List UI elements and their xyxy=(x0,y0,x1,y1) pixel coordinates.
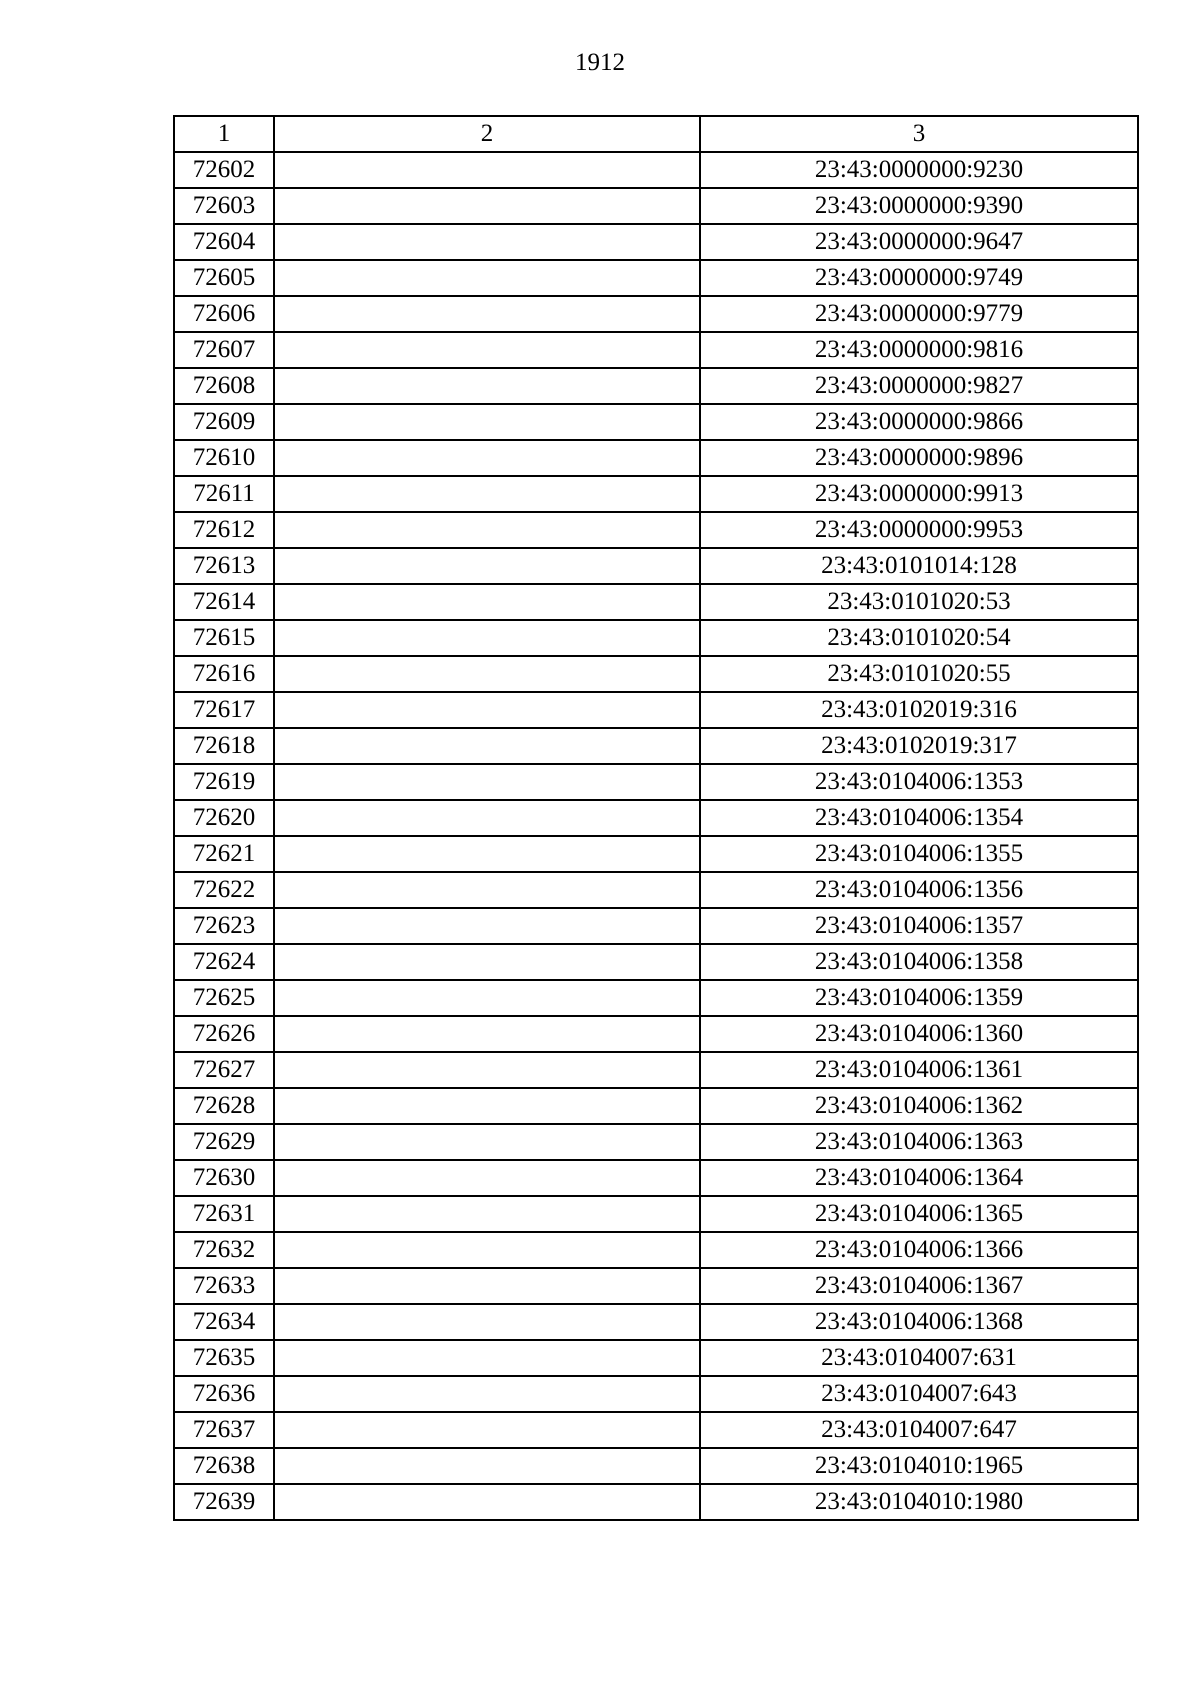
row-empty-cell xyxy=(274,620,700,656)
row-number-cell: 72614 xyxy=(174,584,274,620)
row-empty-cell xyxy=(274,584,700,620)
table-row xyxy=(174,224,1138,260)
cadastral-number-cell: 23:43:0104006:1368 xyxy=(700,1304,1138,1340)
row-number-cell: 72629 xyxy=(174,1124,274,1160)
row-empty-cell xyxy=(274,1052,700,1088)
row-empty-cell xyxy=(274,404,700,440)
row-empty-cell xyxy=(274,764,700,800)
cadastral-number-cell: 23:43:0104006:1359 xyxy=(700,980,1138,1016)
table-row xyxy=(174,296,1138,332)
row-number-cell: 72616 xyxy=(174,656,274,692)
row-empty-cell xyxy=(274,224,700,260)
table-header xyxy=(174,116,1138,152)
cadastral-number-cell: 23:43:0101020:53 xyxy=(700,584,1138,620)
row-empty-cell xyxy=(274,728,700,764)
cadastral-number-cell: 23:43:0104006:1362 xyxy=(700,1088,1138,1124)
cadastral-number-cell: 23:43:0104010:1980 xyxy=(700,1484,1138,1520)
row-empty-cell xyxy=(274,332,700,368)
table-row xyxy=(174,332,1138,368)
table-row xyxy=(174,1052,1138,1088)
row-number-cell: 72633 xyxy=(174,1268,274,1304)
table-row xyxy=(174,1412,1138,1448)
row-number-cell: 72632 xyxy=(174,1232,274,1268)
cadastral-number-cell: 23:43:0000000:9779 xyxy=(700,296,1138,332)
row-empty-cell xyxy=(274,440,700,476)
cadastral-number-cell: 23:43:0104006:1360 xyxy=(700,1016,1138,1052)
row-empty-cell xyxy=(274,152,700,188)
table-row xyxy=(174,404,1138,440)
table-row xyxy=(174,152,1138,188)
cadastral-number-cell: 23:43:0000000:9896 xyxy=(700,440,1138,476)
row-empty-cell xyxy=(274,800,700,836)
table-body xyxy=(174,152,1138,1520)
row-empty-cell xyxy=(274,1412,700,1448)
row-empty-cell xyxy=(274,980,700,1016)
row-empty-cell xyxy=(274,260,700,296)
cadastral-number-cell: 23:43:0104006:1367 xyxy=(700,1268,1138,1304)
row-number-cell: 72634 xyxy=(174,1304,274,1340)
row-number-cell: 72631 xyxy=(174,1196,274,1232)
cadastral-number-cell: 23:43:0000000:9230 xyxy=(700,152,1138,188)
row-number-cell: 72626 xyxy=(174,1016,274,1052)
cadastral-number-cell: 23:43:0000000:9913 xyxy=(700,476,1138,512)
table-row xyxy=(174,692,1138,728)
table-row xyxy=(174,584,1138,620)
cadastral-number-cell: 23:43:0104007:643 xyxy=(700,1376,1138,1412)
row-empty-cell xyxy=(274,1376,700,1412)
cadastral-number-cell: 23:43:0104007:631 xyxy=(700,1340,1138,1376)
cadastral-number-cell: 23:43:0104010:1965 xyxy=(700,1448,1138,1484)
page-number: 1912 xyxy=(575,49,625,76)
row-empty-cell xyxy=(274,1268,700,1304)
row-number-cell: 72619 xyxy=(174,764,274,800)
cadastral-number-cell: 23:43:0104006:1366 xyxy=(700,1232,1138,1268)
table-row xyxy=(174,476,1138,512)
cadastral-number-cell: 23:43:0102019:317 xyxy=(700,728,1138,764)
table-row xyxy=(174,188,1138,224)
row-empty-cell xyxy=(274,1088,700,1124)
table-row xyxy=(174,872,1138,908)
row-empty-cell xyxy=(274,1232,700,1268)
row-empty-cell xyxy=(274,656,700,692)
cadastral-number-cell: 23:43:0104006:1354 xyxy=(700,800,1138,836)
row-empty-cell xyxy=(274,836,700,872)
row-number-cell: 72639 xyxy=(174,1484,274,1520)
row-number-cell: 72628 xyxy=(174,1088,274,1124)
row-number-cell: 72627 xyxy=(174,1052,274,1088)
row-empty-cell xyxy=(274,944,700,980)
table-row xyxy=(174,368,1138,404)
table-row xyxy=(174,1484,1138,1520)
cadastral-number-cell: 23:43:0104006:1363 xyxy=(700,1124,1138,1160)
row-number-cell: 72638 xyxy=(174,1448,274,1484)
row-number-cell: 72604 xyxy=(174,224,274,260)
table-row xyxy=(174,764,1138,800)
row-number-cell: 72623 xyxy=(174,908,274,944)
row-number-cell: 72612 xyxy=(174,512,274,548)
row-number-cell: 72608 xyxy=(174,368,274,404)
row-number-cell: 72615 xyxy=(174,620,274,656)
header-row xyxy=(174,116,1138,152)
table-row xyxy=(174,1448,1138,1484)
row-empty-cell xyxy=(274,1340,700,1376)
cadastral-number-cell: 23:43:0000000:9953 xyxy=(700,512,1138,548)
row-number-cell: 72622 xyxy=(174,872,274,908)
cadastral-number-cell: 23:43:0104006:1353 xyxy=(700,764,1138,800)
table-row xyxy=(174,1304,1138,1340)
row-number-cell: 72637 xyxy=(174,1412,274,1448)
row-empty-cell xyxy=(274,512,700,548)
row-number-cell: 72620 xyxy=(174,800,274,836)
cadastral-number-cell: 23:43:0000000:9827 xyxy=(700,368,1138,404)
row-number-cell: 72613 xyxy=(174,548,274,584)
cadastral-number-cell: 23:43:0104006:1358 xyxy=(700,944,1138,980)
table-row xyxy=(174,1268,1138,1304)
row-number-cell: 72636 xyxy=(174,1376,274,1412)
cadastral-number-cell: 23:43:0101020:55 xyxy=(700,656,1138,692)
row-empty-cell xyxy=(274,368,700,404)
row-empty-cell xyxy=(274,188,700,224)
cadastral-number-cell: 23:43:0104006:1364 xyxy=(700,1160,1138,1196)
row-empty-cell xyxy=(274,1124,700,1160)
row-empty-cell xyxy=(274,1304,700,1340)
row-number-cell: 72605 xyxy=(174,260,274,296)
cadastral-number-cell: 23:43:0104006:1365 xyxy=(700,1196,1138,1232)
cadastral-number-cell: 23:43:0104006:1361 xyxy=(700,1052,1138,1088)
table-row xyxy=(174,1160,1138,1196)
cadastral-number-cell: 23:43:0104006:1356 xyxy=(700,872,1138,908)
cadastral-number-cell: 23:43:0104007:647 xyxy=(700,1412,1138,1448)
column-header-3: 3 xyxy=(700,116,1138,152)
row-empty-cell xyxy=(274,872,700,908)
row-number-cell: 72621 xyxy=(174,836,274,872)
table-row xyxy=(174,1196,1138,1232)
table-row xyxy=(174,800,1138,836)
table-row xyxy=(174,512,1138,548)
cadastral-number-cell: 23:43:0101014:128 xyxy=(700,548,1138,584)
table-row xyxy=(174,1016,1138,1052)
table-row xyxy=(174,728,1138,764)
row-empty-cell xyxy=(274,1484,700,1520)
row-number-cell: 72609 xyxy=(174,404,274,440)
table-row xyxy=(174,656,1138,692)
table-row xyxy=(174,1376,1138,1412)
row-empty-cell xyxy=(274,1160,700,1196)
row-empty-cell xyxy=(274,1016,700,1052)
table-row xyxy=(174,548,1138,584)
cadastral-number-cell: 23:43:0000000:9816 xyxy=(700,332,1138,368)
row-number-cell: 72635 xyxy=(174,1340,274,1376)
row-empty-cell xyxy=(274,1448,700,1484)
row-number-cell: 72611 xyxy=(174,476,274,512)
cadastral-number-cell: 23:43:0000000:9647 xyxy=(700,224,1138,260)
row-number-cell: 72630 xyxy=(174,1160,274,1196)
column-header-2: 2 xyxy=(274,116,700,152)
row-empty-cell xyxy=(274,548,700,584)
table-row xyxy=(174,440,1138,476)
cadastral-number-cell: 23:43:0102019:316 xyxy=(700,692,1138,728)
row-number-cell: 72610 xyxy=(174,440,274,476)
registry-table xyxy=(173,115,1139,1521)
cadastral-number-cell: 23:43:0104006:1355 xyxy=(700,836,1138,872)
row-number-cell: 72607 xyxy=(174,332,274,368)
cadastral-number-cell: 23:43:0000000:9866 xyxy=(700,404,1138,440)
column-header-1: 1 xyxy=(174,116,274,152)
row-number-cell: 72625 xyxy=(174,980,274,1016)
row-empty-cell xyxy=(274,908,700,944)
table-row xyxy=(174,944,1138,980)
table-row xyxy=(174,1124,1138,1160)
table-row xyxy=(174,980,1138,1016)
row-number-cell: 72618 xyxy=(174,728,274,764)
row-empty-cell xyxy=(274,1196,700,1232)
table-row xyxy=(174,260,1138,296)
row-empty-cell xyxy=(274,692,700,728)
row-number-cell: 72617 xyxy=(174,692,274,728)
table-row xyxy=(174,908,1138,944)
table-row xyxy=(174,620,1138,656)
cadastral-number-cell: 23:43:0104006:1357 xyxy=(700,908,1138,944)
row-empty-cell xyxy=(274,296,700,332)
cadastral-number-cell: 23:43:0000000:9749 xyxy=(700,260,1138,296)
cadastral-number-cell: 23:43:0000000:9390 xyxy=(700,188,1138,224)
table-row xyxy=(174,1088,1138,1124)
row-number-cell: 72602 xyxy=(174,152,274,188)
cadastral-number-cell: 23:43:0101020:54 xyxy=(700,620,1138,656)
table-row xyxy=(174,1232,1138,1268)
row-empty-cell xyxy=(274,476,700,512)
row-number-cell: 72606 xyxy=(174,296,274,332)
row-number-cell: 72603 xyxy=(174,188,274,224)
table-row xyxy=(174,1340,1138,1376)
table-row xyxy=(174,836,1138,872)
row-number-cell: 72624 xyxy=(174,944,274,980)
